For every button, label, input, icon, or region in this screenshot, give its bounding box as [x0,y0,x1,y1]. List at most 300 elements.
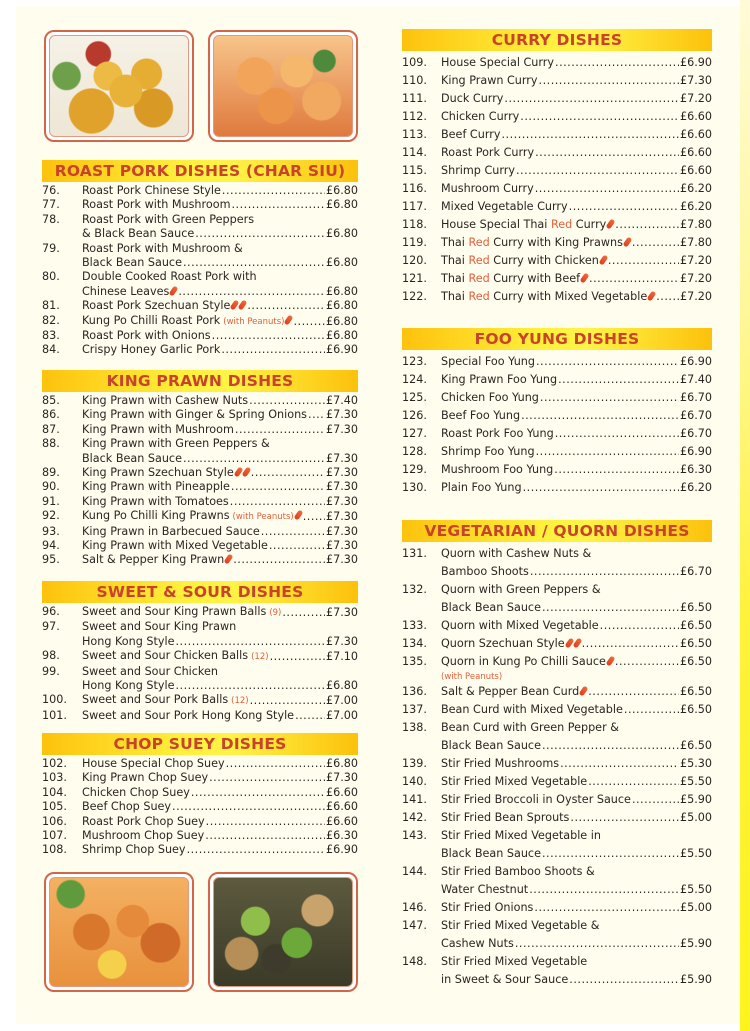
item-list [42,605,358,723]
item-price: £7.20 [679,290,712,303]
item-number: 140. [402,775,427,788]
item-name [82,452,182,466]
item-body [82,343,358,357]
item-name-text: Chicken Chop Suey [82,785,190,799]
item-body [441,288,712,306]
item-name [82,213,254,227]
menu-item [402,425,712,443]
item-name [82,466,250,480]
item-name-text: Stir Fried Mixed Vegetable [441,955,588,968]
item-name-text: King Prawn with Ginger & Spring Onions [82,408,308,422]
menu-item [402,288,712,306]
item-number: 113. [402,128,427,141]
item-name [82,786,190,800]
item-name-text: Roast Pork Curry [441,146,535,159]
item-price: £7.00 [325,694,358,708]
dot-leader [569,971,679,989]
item-number: 132. [402,583,427,596]
item-name-text: Quorn in Kung Po Chilli Sauce [441,655,606,668]
item-number: 92. [42,509,60,523]
item-number: 87. [42,422,60,436]
item-number: 102. [42,757,67,770]
item-body [441,90,712,108]
item-price: £6.80 [325,757,358,770]
item-price: £5.90 [679,793,712,806]
item-name [441,917,599,935]
dot-leader [624,701,679,719]
item-line [82,620,358,634]
item-name [82,184,221,198]
item-name [441,863,595,881]
menu-item [402,72,712,90]
menu-item [42,394,358,408]
menu-item [42,757,358,771]
item-number: 84. [42,343,60,357]
dot-leader [529,881,679,899]
item-price: £6.60 [325,785,358,799]
item-price: £7.40 [325,394,358,407]
item-line [441,545,712,563]
item-name [441,827,601,845]
item-price: £6.50 [679,703,712,716]
item-body [441,617,712,635]
item-name [82,649,269,664]
item-name [82,843,186,857]
item-line [82,198,358,212]
item-number: 114. [402,146,427,159]
dot-leader [205,829,325,843]
chilli-icon [169,285,179,296]
item-name [441,737,541,755]
menu-item [402,252,712,270]
item-number: 133. [402,619,427,632]
item-body [441,234,712,252]
dot-leader [250,694,325,708]
menu-item [42,480,358,494]
item-note: (12) [251,652,269,663]
item-line [82,771,358,785]
item-price: £7.80 [679,236,712,249]
item-line [82,635,358,649]
menu-item [42,693,358,708]
item-price: £6.80 [325,299,358,313]
section-title: ROAST PORK DISHES (CHAR SIU) [42,160,358,182]
chilli-icon [605,655,615,666]
item-name [441,126,500,144]
dot-leader [558,371,679,389]
item-line [82,394,358,408]
item-name [441,479,522,497]
item-price: £7.00 [325,708,358,722]
dot-leader [539,72,679,90]
item-line [441,126,712,144]
item-price: £6.70 [679,391,712,404]
item-name [82,605,281,620]
item-name [441,353,535,371]
item-line [441,827,712,845]
menu-item [42,329,358,343]
item-body [441,953,712,989]
dot-leader [615,653,679,671]
item-price: £5.50 [679,847,712,860]
item-name-text: King Prawn Foo Yung [441,373,558,386]
menu-item [42,539,358,553]
menu-item [402,827,712,863]
item-line [441,180,712,198]
item-body [441,479,712,497]
item-price: £6.60 [325,814,358,828]
dot-leader [270,650,325,664]
menu-item [402,635,712,653]
item-line [441,635,712,653]
dot-leader [570,809,679,827]
chilli-icon [564,637,574,648]
item-name-part: Curry with Beef [489,272,581,285]
chilli-icon [572,637,582,648]
item-name [441,791,631,809]
section-title: FOO YUNG DISHES [402,328,712,350]
dot-leader [175,635,324,649]
item-name-text: Quorn with Mixed Vegetable [441,619,599,632]
item-line [441,108,712,126]
item-number: 117. [402,200,427,213]
item-name-text: House Special Chop Suey [82,757,225,770]
dot-leader [178,285,325,299]
item-name [82,256,182,270]
item-name [82,299,246,313]
menu-item [402,773,712,791]
item-body [441,545,712,581]
menu-item [42,495,358,509]
item-name-text: Roast Pork Chinese Style [82,184,221,197]
item-line [82,256,358,270]
item-price: £6.80 [325,679,358,693]
menu-item [42,829,358,843]
item-number: 98. [42,649,60,663]
item-body [441,719,712,755]
item-body [82,620,358,649]
item-number: 134. [402,637,427,650]
red-highlight: Red [468,290,490,303]
item-name-text: Hong Kong Style [82,634,175,648]
item-number: 142. [402,811,427,824]
item-number: 90. [42,480,60,494]
menu-item [402,791,712,809]
item-body [82,509,358,524]
menu-item [402,126,712,144]
page-edge-strip [740,0,750,1031]
dot-leader [516,162,679,180]
item-line [441,389,712,407]
item-body [441,371,712,389]
item-price: £6.20 [679,200,712,213]
item-price: £5.90 [679,937,712,950]
item-number: 118. [402,218,427,231]
item-number: 99. [42,664,60,678]
item-line [441,953,712,971]
item-body [441,581,712,617]
item-name-text: Salt & Pepper Bean Curd [441,685,580,698]
item-name [82,620,236,634]
item-number: 137. [402,703,427,716]
item-number: 106. [42,814,67,828]
item-line [82,480,358,494]
item-price: £5.30 [679,757,712,770]
item-number: 129. [402,463,427,476]
menu-item [42,466,358,480]
chilli-icon [606,218,616,229]
item-name [441,90,503,108]
dot-leader [269,539,325,553]
item-number: 126. [402,409,427,422]
item-price: £6.90 [325,343,358,357]
red-highlight: Red [550,218,573,231]
item-price: £7.80 [679,218,712,231]
menu-item [42,815,358,829]
item-line [441,737,712,755]
item-number: 78. [42,212,60,226]
dot-leader [582,635,679,653]
menu-item [42,553,358,567]
item-number: 123. [402,355,427,368]
item-price: £7.30 [325,539,358,553]
item-name [441,162,515,180]
item-name-text: King Prawn in Barbecued Sauce [82,524,260,538]
item-name-text: Roast Pork Szechuan Style [82,299,231,313]
menu-item [42,509,358,524]
item-line [82,314,358,329]
menu-item [42,665,358,694]
dot-leader [554,461,679,479]
item-number: 141. [402,793,427,806]
item-name-text: Mushroom Curry [441,182,534,195]
item-body [82,437,358,466]
item-name [82,635,174,649]
item-line [82,423,358,437]
item-body [441,72,712,90]
item-note: (9) [269,608,282,618]
dot-leader [191,786,325,800]
item-body [441,180,712,198]
item-name-text: Sweet and Sour Chicken Balls [82,649,249,663]
menu-item [402,953,712,989]
item-name [441,216,614,234]
section-title: CURRY DISHES [402,29,712,51]
menu-item [42,314,358,329]
item-name [441,617,599,635]
item-price: £6.60 [325,800,358,814]
item-line [441,917,712,935]
item-name-text: Mushroom Chop Suey [82,829,205,843]
item-price: £7.30 [325,408,358,422]
item-price: £6.70 [679,427,712,440]
item-name-text: King Prawn with Tomatoes [82,494,229,508]
item-price: £7.20 [679,254,712,267]
item-name-part: Thai [441,290,469,303]
item-name-text: Chicken Curry [441,110,520,123]
dot-leader [172,800,325,814]
item-name [441,180,534,198]
menu-item [402,407,712,425]
item-price: £6.20 [679,481,712,494]
item-name [82,553,232,567]
item-name [441,72,538,90]
item-number: 76. [42,184,60,197]
menu-item [402,917,712,953]
item-body [441,755,712,773]
item-name [82,679,174,693]
menu-item [402,162,712,180]
menu-item [402,617,712,635]
item-name [441,755,559,773]
item-name-text: Stir Fried Onions [441,901,534,914]
item-line [441,845,712,863]
item-line [82,495,358,509]
dot-leader [555,54,679,72]
menu-item [402,683,712,701]
item-name-text: Water Chestnut [441,883,529,896]
item-list [42,394,358,568]
item-number: 148. [402,955,427,968]
item-number: 127. [402,427,427,440]
menu-item [402,809,712,827]
dot-leader [295,709,325,723]
item-line [82,408,358,422]
item-name [82,408,307,422]
item-name [441,653,614,671]
item-price: £6.90 [679,355,712,368]
menu-item [402,899,712,917]
item-line [82,829,358,843]
item-line [441,270,712,288]
dot-leader [555,425,679,443]
item-body [441,270,712,288]
dot-leader [303,510,325,524]
item-name-part: Thai [441,272,469,285]
item-line [441,863,712,881]
item-list [42,757,358,858]
item-price: £7.10 [325,650,358,664]
item-price: £6.80 [325,227,358,241]
item-name-text: in Sweet & Sour Sauce [441,973,569,986]
item-line [82,649,358,664]
item-price: £7.30 [325,606,358,619]
item-name [441,683,587,701]
item-name [82,394,248,408]
item-number: 131. [402,547,427,560]
dot-leader [569,198,679,216]
dot-leader [249,394,325,408]
item-body [82,423,358,437]
item-name [441,809,569,827]
item-line [82,285,358,299]
item-list [42,184,358,358]
menu-item [42,242,358,271]
item-number: 80. [42,270,60,284]
item-number: 130. [402,481,427,494]
item-name-text: & Black Bean Sauce [82,227,195,241]
item-line [82,693,358,708]
item-name-text: Beef Curry [441,128,501,141]
item-name [441,719,619,737]
item-body [441,773,712,791]
item-body [82,213,358,242]
item-line [82,843,358,857]
dot-leader [230,495,325,509]
item-body [441,198,712,216]
item-name-text: King Prawn with Cashew Nuts [82,394,249,407]
item-price: £6.50 [679,685,712,698]
item-line [82,553,358,567]
item-note: (with Peanuts) [232,512,294,523]
item-line [441,443,712,461]
item-name [441,425,554,443]
item-line [441,162,712,180]
item-price: £5.50 [679,883,712,896]
menu-item [42,843,358,857]
item-name-text: Double Cooked Roast Pork with [82,270,257,284]
item-name [82,270,257,284]
item-list [402,545,712,989]
item-name [82,329,211,343]
item-price: £7.20 [679,92,712,105]
item-line [82,679,358,693]
item-body [441,917,712,953]
item-name-text: Stir Fried Mixed Vegetable [441,775,588,788]
menu-item [42,343,358,357]
item-line [441,701,712,719]
item-price: £7.30 [325,510,358,524]
item-line [82,757,358,771]
dot-leader [261,525,325,539]
item-name-text: Black Bean Sauce [441,847,541,860]
dot-leader [231,198,325,212]
item-name [82,495,229,509]
dot-leader [175,679,324,693]
item-body [82,553,358,567]
menu-item [42,198,358,212]
menu-item [42,408,358,422]
item-line [82,437,358,451]
item-body [441,144,712,162]
item-number: 146. [402,901,427,914]
dot-leader [542,737,679,755]
item-body [441,653,712,683]
item-line [82,786,358,800]
item-number: 88. [42,437,60,451]
item-name-text: Kung Po Chilli Roast Pork [82,313,221,327]
item-number: 138. [402,721,427,734]
item-price: £6.50 [679,619,712,632]
item-number: 77. [42,198,60,212]
item-number: 82. [42,313,60,327]
item-body [441,461,712,479]
item-line [82,299,358,313]
menu-item [402,353,712,371]
dot-leader [183,256,325,270]
item-name [441,881,528,899]
section-title: KING PRAWN DISHES [42,370,358,392]
item-name [441,234,631,252]
sweet-sour-chicken-balls-photo [44,30,194,142]
item-number: 89. [42,466,60,480]
item-name-text: Bean Curd with Mixed Vegetable [441,703,623,716]
item-name [441,773,587,791]
item-price: £6.30 [325,829,358,843]
item-line [441,773,712,791]
dot-leader [212,329,325,343]
item-list [402,54,712,306]
